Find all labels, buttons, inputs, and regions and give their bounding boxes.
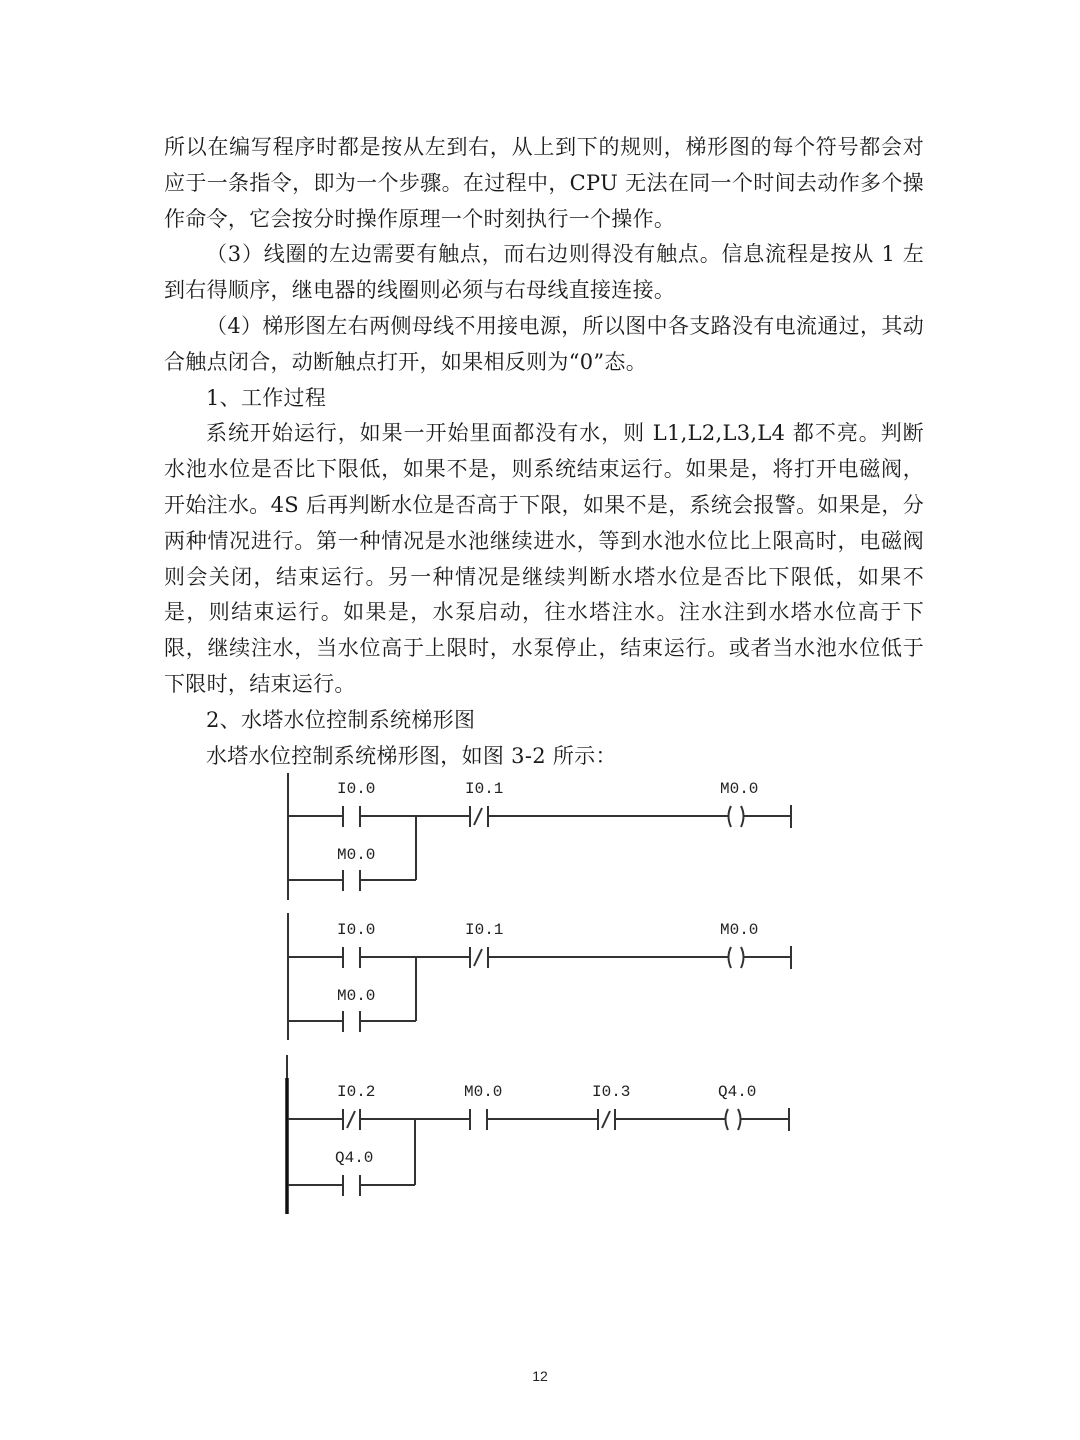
coil-label: Q4.0 xyxy=(718,1083,757,1101)
ladder-network-2 xyxy=(288,913,791,1040)
paragraph-rule-3: （3）线圈的左边需要有触点，而右边则得没有触点。信息流程是按从 1 左到右得顺序，继电器的线圈则必须与右母线直接连接。 xyxy=(164,242,924,303)
contact-label: I0.0 xyxy=(337,780,376,798)
paragraph-program-order: 所以在编写程序时都是按从左到右，从上到下的规则，梯形图的每个符号都会对应于一条指令，即为一个步骤。在过程中，CPU 无法在同一个时间去动作多个操作命令，它会按分时操作原理一个时刻执行一个操作。 xyxy=(164,135,924,231)
contact-label: I0.1 xyxy=(465,921,504,939)
contact-label: M0.0 xyxy=(337,846,376,864)
contact-label: M0.0 xyxy=(464,1083,503,1101)
contact-label: I0.1 xyxy=(465,780,504,798)
contact-label: I0.3 xyxy=(592,1083,631,1101)
paragraph-work-process: 系统开始运行，如果一开始里面都没有水，则 L1,L2,L3,L4 都不亮。判断水池水位是否比下限低，如果不是，则系统结束运行。如果是，将打开电磁阀，开始注水。4S 后再判断水位是否高于下限，如果不是，系统会报警。如果是，分两种情况进行。第一种情况是水池继续进水，等到水池水位比上限高时，电磁阀则会关闭，结束运行。另一种情况是继续判断水塔水位是否比下限低，如果不是，则结束运行。如果是，水泵启动，往水塔注水。注水注到水塔水位高于下限，继续注水，当水位高于上限时，水泵停止，结束运行。或者当水池水位低于下限时，结束运行。 xyxy=(164,421,924,696)
contact-label: M0.0 xyxy=(337,987,376,1005)
ladder-network-1 xyxy=(288,773,791,900)
contact-label: Q4.0 xyxy=(335,1149,374,1167)
contact-label: I0.0 xyxy=(337,921,376,939)
paragraph-figure-ref: 水塔水位控制系统梯形图，如图 3-2 所示： xyxy=(206,743,617,768)
heading-ladder-diagram: 2、水塔水位控制系统梯形图 xyxy=(206,707,476,732)
heading-work-process: 1、工作过程 xyxy=(206,385,327,410)
coil-label: M0.0 xyxy=(720,780,759,798)
body-text xyxy=(164,130,924,774)
contact-label: I0.2 xyxy=(337,1083,376,1101)
ladder-network-3 xyxy=(287,1055,789,1214)
coil-label: M0.0 xyxy=(720,921,759,939)
paragraph-rule-4: （4）梯形图左右两侧母线不用接电源，所以图中各支路没有电流通过，其动合触点闭合，动断触点打开，如果相反则为“0”态。 xyxy=(164,313,924,374)
page-number: 12 xyxy=(532,1368,548,1384)
